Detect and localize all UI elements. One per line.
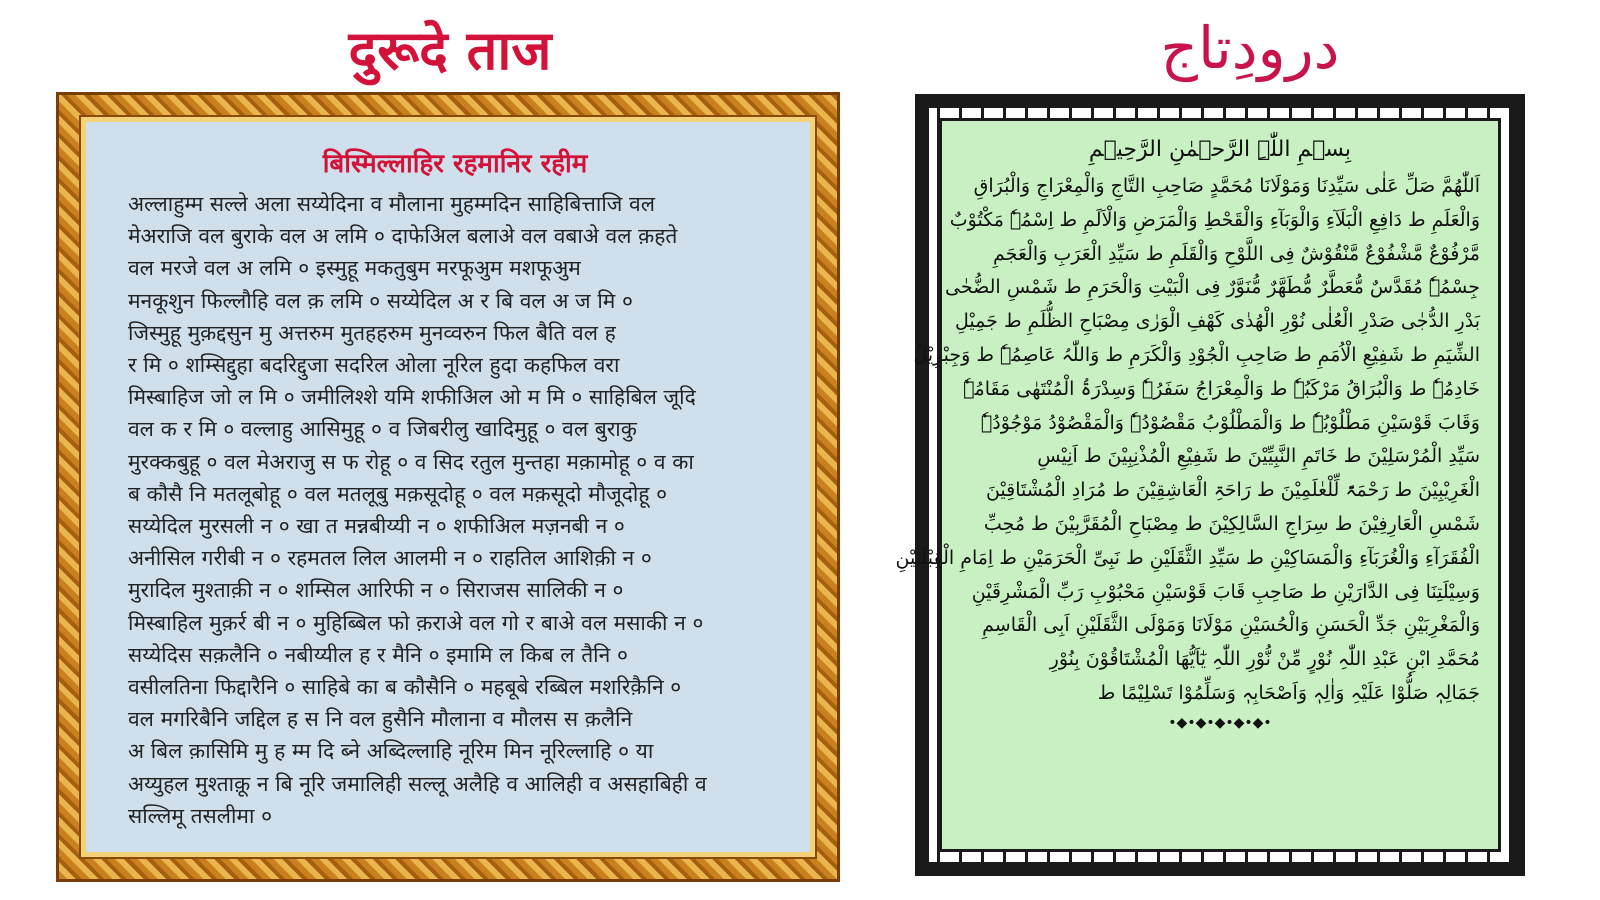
urdu-bismillah: بِسۡمِ اللّٰہِ الرَّحۡمٰنِ الرَّحِیۡمِ	[1088, 137, 1352, 162]
hindi-line: सल्लिमू तसलीमा ०	[128, 803, 273, 828]
hindi-line: अनीसिल गरीबी न ० रहमतल लिल आलमी न ० राहतिल आशिक़ी न ०	[128, 546, 652, 571]
hindi-panel-frame	[56, 92, 840, 882]
hindi-line: मेअराजि वल बुराके वल अ लमि ० दाफेअिल बलाअे वल वबाअे वल क़हते	[128, 224, 678, 249]
urdu-line: وَسِیْلَتِنَا فِی الدَّارَیْنِ ط صَاحِبِ قَابَ قَوْسَیْنِ مَحْبُوْبِ رَبِّ الْمَشْرِقَیْنِ	[971, 580, 1480, 603]
urdu-line: بَدْرِ الدُّجٰی صَدْرِ الْعُلٰی نُوْرِ الْھُدٰی کَھْفِ الْوَرٰی مِصْبَاحِ الظُّلَمِ ط جَمِیْلِ	[955, 310, 1480, 333]
urdu-line: وَالْعَلَمِ ط دَافِعِ الْبَلَآءِ وَالْوَبَآءِ وَالْقَحْطِ وَالْمَرَضِ وَالْاَلَمِ ط اِسْمُہٗ مَکْتُوْبٌ	[949, 208, 1480, 231]
hindi-line: वसीलतिना फिद्दारैनि ० साहिबे का ब कौसैनि ० महबूबे रब्बिल मशरिक़ैनि ०	[128, 675, 682, 700]
hindi-line: अल्लाहुम्म सल्ले अला सय्येदिना व मौलाना मुहम्मदिन साहिबित्ताजि वल	[128, 192, 655, 216]
urdu-line: اَللّٰھُمَّ صَلِّ عَلٰی سَیِّدِنَا وَمَوْلَانَا مُحَمَّدٍ صَاحِبِ التَّاجِ وَالْمِعْرَاجِ وَالْبُرَاقِ	[973, 175, 1480, 197]
hindi-text-block	[128, 188, 782, 832]
hindi-line: मिस्बाहिज जो ल मि ० जमीलिश्शे यमि शफीअिल ओ म मि ० साहिबिल जूदि	[128, 385, 696, 410]
urdu-panel	[895, 118, 1501, 852]
urdu-line: جَمَالِہٖ صَلُّوْا عَلَیْہِ وَاٰلِہٖ وَاَصْحَابِہٖ وَسَلِّمُوْا تَسْلِیْمًا ط	[1097, 681, 1480, 704]
hindi-line: मुरादिल मुश्ताक़ी न ० शम्सिल आरिफी न ० सिराजस सालिकी न ०	[128, 578, 624, 603]
urdu-line: شَمْسِ الْعَارِفِیْنَ ط سِرَاجِ السَّالِکِیْنَ ط مِصْبَاحِ الْمُقَرَّبِیْنَ ط مُحِبِّ	[983, 512, 1480, 535]
urdu-line: خَادِمُہٗ ط وَالْبُرَاقُ مَرْکَبُہٗ ط وَالْمِعْرَاجُ سَفَرُہٗ وَسِدْرَۃُ الْمُنْتَھٰی مَقَامُہٗ	[963, 377, 1480, 400]
urdu-line: الشِّیَمِ ط شَفِیْعِ الْاُمَمِ ط صَاحِبِ الْجُوْدِ وَالْکَرَمِ ط وَاللّٰہُ عَاصِمُہٗ ط وَجِبْرِیْلُ	[913, 343, 1480, 366]
urdu-line: جِسْمُہٗ مُقَدَّسٌ مُّعَطَّرٌ مُّطَھَّرٌ مُّنَوَّرٌ فِی الْبَیْتِ وَالْحَرَمِ ط شَمْسِ الضُّحٰی	[945, 276, 1480, 299]
urdu-line: الْغَرِیْبِیْنَ ط رَحْمَۃً لِّلْعٰلَمِیْنَ ط رَاحَۃِ الْعَاشِقِیْنَ ط مُرَادِ الْمُشْتَاقِیْنَ	[985, 479, 1480, 502]
hindi-title: दुरूदे ताज	[348, 19, 552, 82]
urdu-line: مَّرْفُوْعٌ مَّشْفُوْعٌ مَّنْقُوْشٌ فِی اللَّوْحِ وَالْقَلَمِ ط سَیِّدِ الْعَرَبِ وَالْعَجَمِ	[993, 242, 1480, 265]
urdu-line: الْفُقَرَآءِ وَالْغُرَبَآءِ وَالْمَسَاکِیْنِ ط سَیِّدِ الثَّقَلَیْنِ ط نَبِیِّ الْحَرَمَیْنِ ط اِمَامِ الْقِبْلَتَیْنِ	[895, 546, 1480, 569]
hindi-line: जिस्मुहू मुक़द्दसुन मु अत्तरुम मुतहहरुम मुनव्वरुन फिल बैति वल ह	[128, 320, 616, 345]
hindi-line: मिस्बाहिल मुक़र्र बी न ० मुहिब्बिल फो क़राअे वल गो र बाअे वल मसाकी न ०	[128, 610, 704, 635]
hindi-line: सय्येदिल मुरसली न ० खा त मन्नबीय्यी न ० शफीअिल मज़नबी न ०	[128, 514, 625, 539]
hindi-line: मुरक्कबुहू ० वल मेअराजु स फ रोहू ० व सिद रतुल मुन्तहा मक़ामोहू ० व का	[128, 449, 694, 474]
urdu-line: وَقَابَ قَوْسَیْنِ مَطْلُوْبُہٗ ط وَالْمَطْلُوْبُ مَقْصُوْدُہٗ وَالْمَقْصُوْدُ مَوْجُوْدُہٗ	[980, 411, 1480, 434]
urdu-line: مُحَمَّدِ ابْنِ عَبْدِ اللّٰہِ نُوْرٍ مِّنْ نُّوْرِ اللّٰہِ یٰٓاَیُّھَا الْمُشْتَاقُوْنَ بِنُوْرِ	[1049, 648, 1480, 671]
urdu-line: سَیِّدِ الْمُرْسَلِیْنَ ط خَاتَمِ النَّبِیِّیْنَ ط شَفِیْعِ الْمُذْنِبِیْنَ ط اَنِیْسِ	[1037, 445, 1480, 468]
hindi-line: वल क र मि ० वल्लाहु आसिमुहू ० व जिबरीलु खादिमुहू ० वल बुराकु	[128, 417, 637, 442]
hindi-panel	[81, 117, 815, 857]
hindi-line: वल मरजे वल अ लमि ० इस्मुहू मकतुबुम मरफूअुम मशफूअुम	[128, 256, 581, 281]
urdu-panel-border	[895, 108, 1511, 862]
ornament-divider: •◆•◆•◆•◆•◆•	[1168, 714, 1272, 731]
hindi-line: ब कौसै नि मतलूबोहू ० वल मतलूबु मक़सूदोहू ० वल मक़सूदो मौजूदोहू ०	[128, 481, 668, 506]
urdu-title: درودِتاج	[1160, 14, 1340, 82]
hindi-line: वल मगरिबैनि जद्दिल ह स नि वल हुसैनि मौलाना व मौलस स क़लैनि	[128, 707, 633, 732]
hindi-line: अ बिल क़ासिमि मु ह म्म दि ब्ने अब्दिल्लाहि नूरिम मिन नूरिल्लाहि ० या	[128, 739, 654, 764]
hindi-panel-heading: बिस्मिल्लाहिर रहमानिर रहीम	[322, 149, 588, 179]
hindi-line: अय्युहल मुश्ताक़ू न बि नूरि जमालिही सल्लू अलैहि व आलिही व असहाबिही व	[128, 771, 707, 796]
urdu-line: وَالْمَغْرِبَیْنِ جَدِّ الْحَسَنِ وَالْحُسَیْنِ مَوْلَانَا وَمَوْلَی الثَّقَلَیْنِ اَبِی الْقَاسِمِ	[982, 614, 1480, 637]
hindi-line: र मि ० शम्सिद्दुहा बदरिद्दुजा सदरिल ओला नूरिल हुदा कहफिल वरा	[128, 353, 620, 378]
hindi-line: सय्येदिस सक़लैनि ० नबीय्यील ह र मैनि ० इमामि ल किब ल तैनि ०	[128, 642, 628, 667]
urdu-panel-frame	[895, 94, 1525, 876]
hindi-line: मनकूशुन फिल्लौहि वल क़ लमि ० सय्येदिल अ र बि वल अ ज मि ०	[128, 288, 633, 313]
